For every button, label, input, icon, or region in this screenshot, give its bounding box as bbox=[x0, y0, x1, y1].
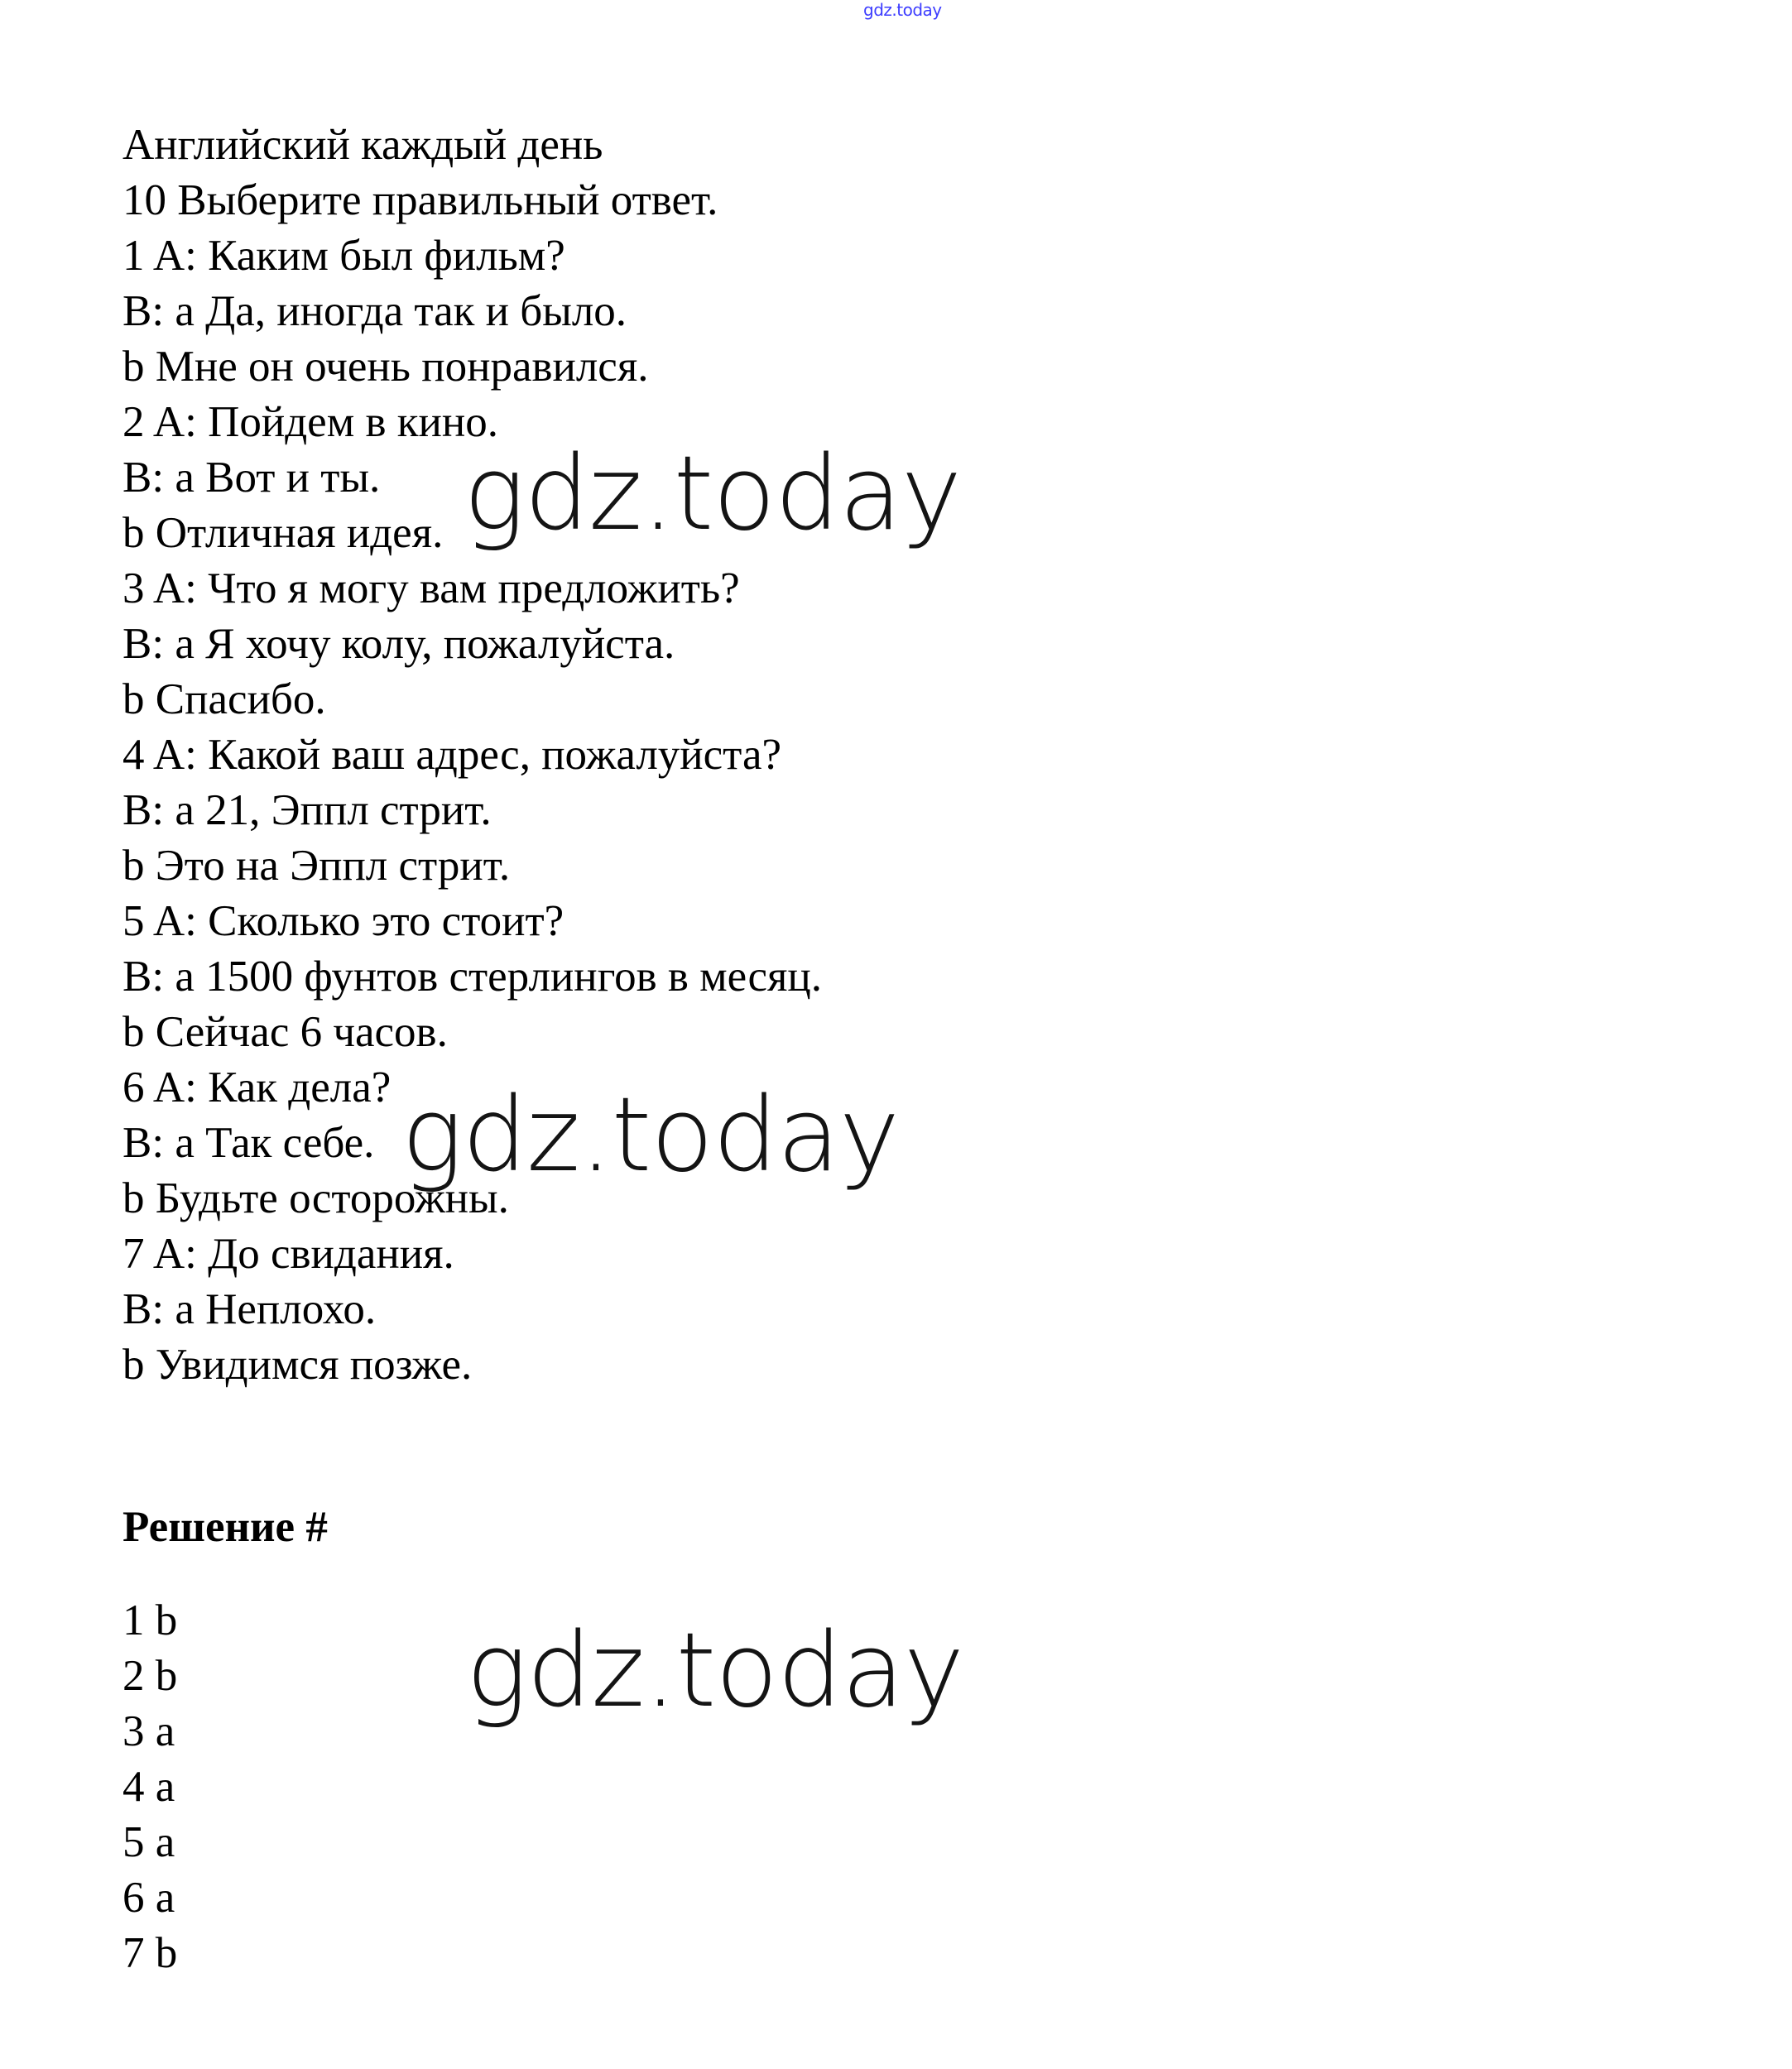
task-line: B: a Я хочу колу, пожалуйста. bbox=[123, 620, 675, 668]
site-link[interactable]: gdz.today bbox=[863, 0, 942, 20]
task-line: b Отличная идея. bbox=[123, 509, 444, 557]
task-line: 3 A: Что я могу вам предложить? bbox=[123, 564, 740, 612]
solution-title: Решение # bbox=[123, 1503, 328, 1551]
task-line: B: a 1500 фунтов стерлингов в месяц. bbox=[123, 953, 823, 1001]
task-line: b Сейчас 6 часов. bbox=[123, 1008, 448, 1056]
task-line: b Спасибо. bbox=[123, 675, 326, 723]
task-line: b Будьте осторожны. bbox=[123, 1174, 509, 1222]
task-line: 6 A: Как дела? bbox=[123, 1063, 392, 1111]
task-line: 10 Выберите правильный ответ. bbox=[123, 176, 718, 224]
watermark: gdz.today bbox=[464, 434, 962, 554]
answer-item: 4 a bbox=[123, 1763, 175, 1811]
answer-list bbox=[123, 1593, 177, 1981]
answer-item: 2 b bbox=[123, 1652, 178, 1700]
task-line: B: a Так себе. bbox=[123, 1119, 375, 1167]
task-line: Английский каждый день bbox=[123, 121, 603, 169]
task-line: B: a Да, иногда так и было. bbox=[123, 287, 627, 335]
watermark: gdz.today bbox=[401, 1076, 900, 1195]
task-line: b Мне он очень понравился. bbox=[123, 343, 649, 391]
answer-item: 6 a bbox=[123, 1874, 175, 1922]
task-line: 1 A: Каким был фильм? bbox=[123, 232, 565, 280]
task-line: b Это на Эппл стрит. bbox=[123, 842, 511, 890]
task-text bbox=[123, 118, 1612, 1393]
task-line: B: a 21, Эппл стрит. bbox=[123, 786, 492, 834]
answer-item: 5 a bbox=[123, 1818, 175, 1866]
answer-item: 3 a bbox=[123, 1707, 175, 1755]
watermark: gdz.today bbox=[466, 1611, 964, 1731]
task-line: 5 A: Сколько это стоит? bbox=[123, 897, 565, 945]
task-line: B: a Вот и ты. bbox=[123, 454, 381, 502]
task-line: B: a Неплохо. bbox=[123, 1285, 377, 1333]
task-line: 4 A: Какой ваш адрес, пожалуйста? bbox=[123, 731, 782, 779]
answer-item: 1 b bbox=[123, 1596, 178, 1644]
task-line: 7 A: До свидания. bbox=[123, 1230, 454, 1278]
task-line: b Увидимся позже. bbox=[123, 1341, 473, 1389]
task-line: 2 A: Пойдем в кино. bbox=[123, 398, 498, 446]
answer-item: 7 b bbox=[123, 1929, 178, 1977]
